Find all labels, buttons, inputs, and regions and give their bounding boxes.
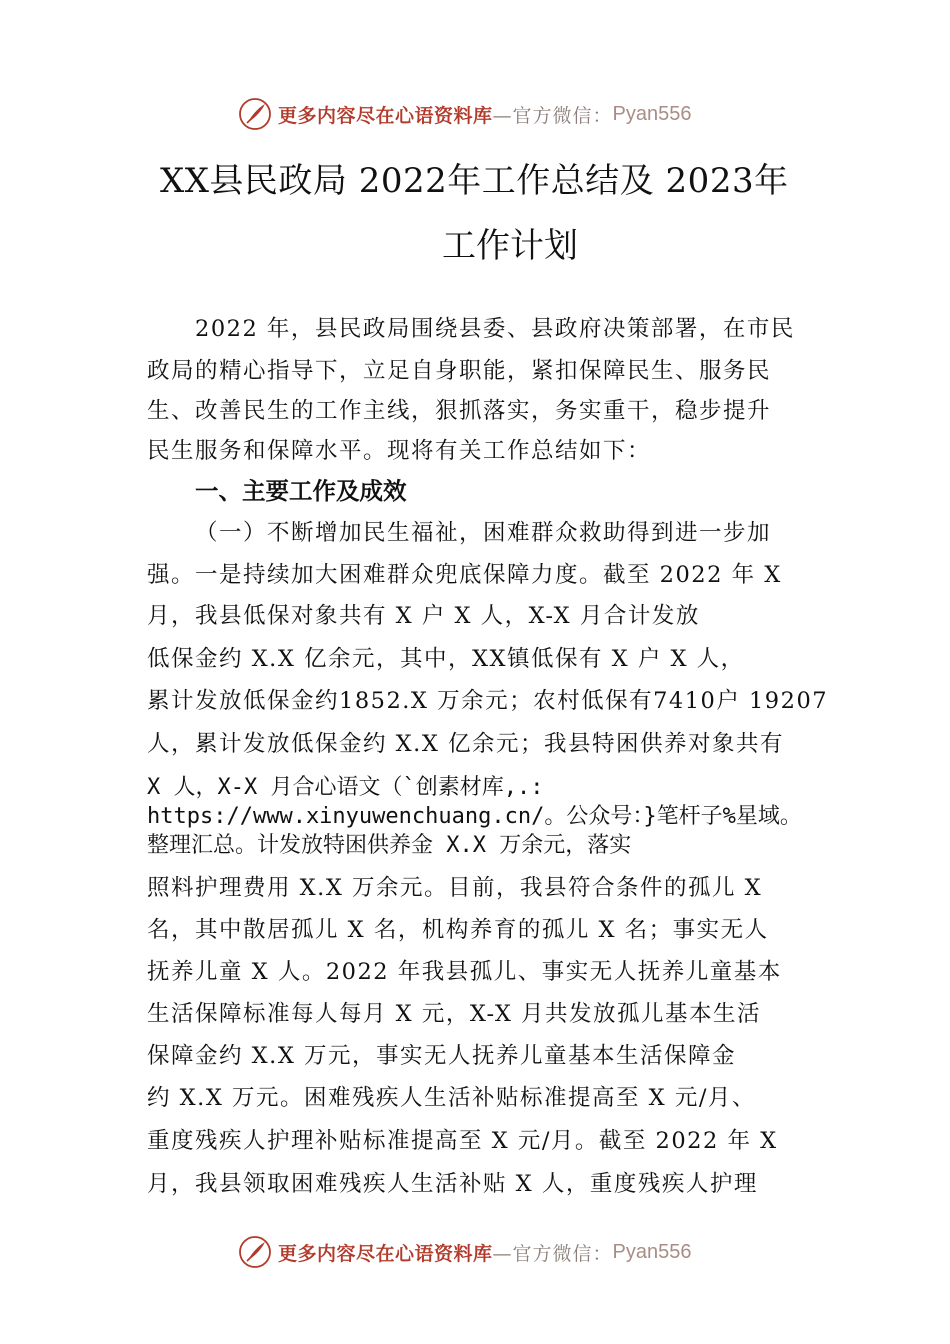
- body-line: 人，累计发放低保金约 X.X 亿余元；我县特困供养对象共有: [147, 731, 784, 757]
- body-line: 约 X.X 万元。困难残疾人生活补贴标准提高至 X 元/月、: [147, 1085, 756, 1111]
- header-watermark: [238, 96, 692, 132]
- document-title-line-2: 工作计划: [442, 226, 578, 266]
- body-line-mono: X 人，X-X 月合心语文（`创素材库,.:: [147, 775, 544, 800]
- watermark-separator: —官方微信：: [492, 104, 613, 127]
- body-line: 政局的精心指导下，立足自身职能，紧扣保障民生、服务民: [147, 358, 772, 384]
- body-line: 强。一是持续加大困难群众兜底保障力度。截至 2022 年 X: [147, 562, 782, 588]
- body-line: 累计发放低保金约1852.X 万余元；农村低保有7410户 19207: [147, 688, 829, 714]
- watermark-wechat-id: Pyan556: [612, 102, 692, 125]
- body-line: 名，其中散居孤儿 X 名，机构养育的孤儿 X 名；事实无人: [147, 917, 769, 943]
- body-line: 抚养儿童 X 人。2022 年我县孤儿、事实无人抚养儿童基本: [147, 959, 782, 985]
- body-line: 民生服务和保障水平。现将有关工作总结如下：: [147, 438, 652, 464]
- body-line-mono: https://www.xinyuwenchuang.cn/。公众号：}笔杆子%星域。: [147, 804, 802, 829]
- body-line-mono: 整理汇总。计发放特困供养金 X.X 万余元，落实: [147, 833, 632, 858]
- body-line: 低保金约 X.X 亿余元，其中，XX镇低保有 X 户 X 人，: [147, 646, 745, 672]
- section-heading: 一、主要工作及成效: [195, 477, 407, 505]
- footer-watermark: [238, 1234, 692, 1270]
- quill-logo-icon: [238, 1235, 272, 1269]
- watermark-separator: —官方微信：: [492, 1242, 613, 1265]
- body-line: 生活保障标准每人每月 X 元，X-X 月共发放孤儿基本生活: [147, 1001, 762, 1027]
- body-line: 月，我县低保对象共有 X 户 X 人，X-X 月合计发放: [147, 603, 700, 629]
- body-line: 2022 年，县民政局围绕县委、县政府决策部署，在市民: [195, 316, 795, 342]
- body-line: （一）不断增加民生福祉，困难群众救助得到进一步加: [195, 520, 772, 546]
- watermark-brand: 更多内容尽在心语资料库: [278, 104, 493, 127]
- body-line: 生、改善民生的工作主线，狠抓落实，务实重干，稳步提升: [147, 398, 772, 424]
- watermark-brand: 更多内容尽在心语资料库: [278, 1242, 493, 1265]
- quill-logo-icon: [238, 97, 272, 131]
- document-title-line-1: XX县民政局 2022年工作总结及 2023年: [160, 161, 789, 201]
- body-line: 重度残疾人护理补贴标准提高至 X 元/月。截至 2022 年 X: [147, 1128, 778, 1154]
- body-line: 保障金约 X.X 万元，事实无人抚养儿童基本生活保障金: [147, 1043, 736, 1069]
- body-line: 月，我县领取困难残疾人生活补贴 X 人，重度残疾人护理: [147, 1171, 758, 1197]
- watermark-wechat-id: Pyan556: [612, 1240, 692, 1263]
- body-line: 照料护理费用 X.X 万余元。目前，我县符合条件的孤儿 X: [147, 875, 763, 901]
